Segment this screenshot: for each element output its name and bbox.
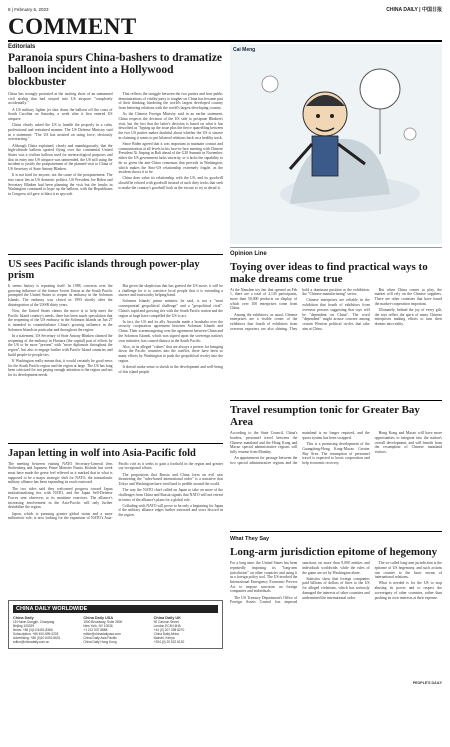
paragraph: But given the skepticism that has greeted the US move, it will be a challenge for it to convince local people that it is extending a sincere and trustworthy helping hand. xyxy=(118,283,223,298)
opinion-2-body xyxy=(230,431,442,527)
divider xyxy=(230,531,442,532)
divider xyxy=(230,247,442,248)
contact-box xyxy=(8,600,223,650)
paragraph: In fact, the US and its ally Australia made a brouhaha over the security cooperation agreement between Solomon Islands and China. Their scaremongering over the agreement between China and the Solomon Islands, which was signed upon the sovereign nation's own initiative, has caused distrust in the South Pacific. xyxy=(118,319,223,343)
divider xyxy=(8,443,223,444)
cartoon-credit: Cai Meng xyxy=(233,47,256,53)
paragraph: The two sides said they welcomed progress toward Japan institutionalizing ties with NATO, and the Japan Self-Defense Forces sent observers to its maritime exercises. The alliance's increasing involvement in the Asia-Pacific will only further destabilize the region. xyxy=(8,486,113,510)
contact-line: +1 212 537 8888 xyxy=(83,627,108,632)
contact-line: London EC4N 6HA xyxy=(153,623,181,628)
page-date: February 6, 2023 xyxy=(14,6,49,12)
paragraph: Japan, which is pursuing greater global status and a more militaristic role, is now looking for the expansion of NATO's Asia-Pacific role as it seeks to gain a foothold in the region and greater say in regional affairs. xyxy=(8,461,223,521)
paragraph: Although China explained, clearly and unambiguously, that the high-altitude balloon spotted flying over the continental United States was a civilian balloon used for meteorological purposes and that its entry into US airspace was unintended, the US still using the incident to justify the postponement of the planned visit to China of US Secretary of State Antony Blinken. xyxy=(8,143,113,172)
paragraph: China has strongly protested at the inciting shots of an unmanned civil airship that had strayed into US airspace "completely accidentally." xyxy=(8,92,113,106)
contact-line: China Daily Hong Kong xyxy=(83,640,117,645)
opinion-3-body xyxy=(230,561,442,679)
contact-line: editor@chinadaily.com.cn xyxy=(13,640,50,645)
contact-line: Subscription: +86 400-699-0203 xyxy=(13,631,59,636)
paragraph: China does value its relationship with the US, and its goodwill should be echoed with goodwill instead of such dirty tricks that seek to make the country's goodwill look as the excuse to try to derail it. xyxy=(118,176,223,190)
contact-line: +44 (0) 207 398 8270 xyxy=(153,627,185,632)
opinion-1-body xyxy=(230,288,442,396)
paragraph: The so-called long-arm jurisdiction is the epitome of US hegemony, and such actions run counter to the basic norms of international relations. xyxy=(374,561,442,580)
opinion-line-label: Opinion Line xyxy=(230,250,267,257)
contact-line: Nairobi, Kenya xyxy=(153,636,175,641)
contact-block xyxy=(13,616,77,645)
contact-box-head: CHINA DAILY WORLDWIDE xyxy=(13,605,218,613)
paragraph: Hong Kong and Macao will have more opportunities to integrate into the nation's overall development, and will benefit from the resumption of Chinese mainland visitors. xyxy=(374,431,442,455)
paragraph: That reflects the struggle between the two parties and how public demonstrations of vitality party is tougher on China has become part of their thinking, hindering the world's largest developed country from bettering relations with the world's largest developing country. xyxy=(118,92,223,111)
contact-line: China Daily Africa xyxy=(153,631,179,636)
contact-line: 90 Cannon Street xyxy=(153,619,179,624)
paragraph: It doesn't make sense to sketch in the development and well-being of this island people. xyxy=(118,365,223,374)
paragraph: Ultimately, behind the joy of every gift, the toys reflect the spirit of many Chinese enterprises making efforts to turn their dreams into reality. xyxy=(374,307,442,326)
contact-line: News: +86 (0)10 6491-8366 xyxy=(13,627,53,632)
paragraph: For a long time, the United States has been repeatedly imposing its "long-arm jurisdiction" on other countries and using it as a foreign policy tool. The US invoked the International Emergency Economic Powers Act to impose sanctions on foreign companies and individuals. xyxy=(230,561,298,594)
paragraph: Solomon Islands' prime minister, he said, is not a "most consequential geopolitical challenge" and a "geopolitical rival". China's rapid and growing ties with the South Pacific nation and the region at large have compelled the US to act. xyxy=(118,299,223,318)
section-title: COMMENT xyxy=(8,14,137,39)
paragraph: Chinese enterprises are reliable in the exhibition that fourth of exhibitors from overseas possess suggesting that toys will be "dependent on China". The word "dependent" might arouse concern among certain Western political circles that take aim at China. xyxy=(302,298,370,331)
editorial-cartoon xyxy=(230,44,442,244)
opinion-3-title: Long-arm jurisdiction epitome of hegemony xyxy=(230,546,438,559)
paragraph: The US Treasury Department's Office of Foreign Assets Control has imposed sanctions on more than 9,000 entities and individuals worldwide, while the rules of the game are set by Washington alone. xyxy=(230,561,370,605)
contact-line: New York, NY 10036 xyxy=(83,623,113,628)
cartoon-illustration xyxy=(230,44,442,244)
paragraph: Since Biden agreed that it was important to maintain contact and communication at all levels in his face-to-face meeting with Chinese President Xi Jinping in Bali ahead of the G20 Summit in November, either the US government lacks sincerity, or it lacks the capability to do so given the anti-China consensus that prevails in Washington, which makes the Sino-US relationship extremely fragile, as the incident shows it to be. xyxy=(118,142,223,175)
paragraph: Also, in its alleged "values" that are always a pretext for bringing down the Pacific countries into the conflict, there have been so many efforts by Washington to push the geopolitical rivalry into the region. xyxy=(118,344,223,363)
contact-line: 1500 Broadway, Suite 2800 xyxy=(83,619,123,624)
paragraph: Statistics show that foreign companies paid billions of dollars of fines to the US for alleged violations, which has seriously damaged the interests of other countries and undermined the international order. xyxy=(302,576,370,600)
contact-line: China Daily Asia Pacific xyxy=(83,636,117,641)
opinion-2-title: Travel resumption tonic for Greater Bay Area xyxy=(230,404,420,429)
left-column xyxy=(8,44,223,649)
contact-title: China Daily xyxy=(13,615,34,620)
paragraph: The way the NATO chief called on Japan to take on more of the challenges from China and Russia signals that NATO will not retreat in terms of the alliance's plans for a global role. xyxy=(118,488,223,502)
paragraph: In a statement, US Secretary of State Antony Blinken claimed the reopening of the embassy in Honiara (the capital) part of efforts by the US to be more "present" with "more diplomats throughout the region", but also to engage further with Pacific Island countries and build people-to-people ties. xyxy=(8,333,113,357)
opinion-1-title: Toying over ideas to find practical ways to make dreams come true xyxy=(230,260,428,285)
paragraph: According to the State Council, China's borders, personnel travel between the Chinese mainland and the Hong Kong and Macao special administrative regions will fully resume from Monday. xyxy=(230,431,298,455)
paragraph: China clearly asked the US to handle the properly in a calm, professional and restrained manner. The US Defense Ministry said in a statement: "The US has insisted on using force, obviously overreacting." xyxy=(8,123,113,142)
contact-title: China Daily UK xyxy=(153,615,181,620)
paragraph: Colluding with NATO will prove to be only a beginning for Japan if the military alliance edges further eastward and sows discord in the region. xyxy=(118,503,223,518)
paragraph: Now, the United States claims the move is to help meet the Pacific Island country's needs, there has been much speculation that the reopening of the US embassy in the Solomon Islands on Jan 27 is intended to counterbalance China's growing influence in the Solomon Islands in particular and throughout the region. xyxy=(8,308,113,332)
editorial-1-title: Paranoia spurs China-bashers to dramatize balloon incident into a Hollywood blockbuster xyxy=(8,52,223,88)
paragraph: The proposition that Russia and China form an evil axis threatening the "rules-based international order" is a narrative that Tokyo and Washington have tried hard to peddle around the world. xyxy=(118,472,223,486)
paragraph: But when China comes to play, the market will rely on the Chinese suppliers. There are other countries that have found the market-cooperation important. xyxy=(374,287,442,306)
page-info: 8 | February 6, 2023 xyxy=(8,6,49,12)
what-they-say-label: What They Say xyxy=(230,536,270,543)
paragraph: An appointment for passage between the two special administrative regions and the mainland is no longer required, and the quota system has been scrapped. xyxy=(230,431,370,466)
contact-title: China Daily USA xyxy=(83,615,114,620)
paragraph: What is needed is for the US to stop abusing its power and to respect the sovereignty of other countries, rather than pushing its own interests at their expense. xyxy=(374,581,442,600)
divider xyxy=(230,400,442,401)
editorial-3-body xyxy=(8,462,223,597)
paragraph: It is not hard for anyone, not the cause of the postponement. The true cause lies in US domestic politics. US President Joe Biden and Secretary Blinken had been planning the visit but the hawks in Washington continued to hype up the balloon, with the Republicans in Congress stil gave to blast it as spycraft. xyxy=(8,173,113,197)
contact-block xyxy=(83,616,147,645)
paragraph: At the Nanzhen toy fair that opened on Feb 1, there are a total of 2,145 participants, more than 50,000 products on display, of which over 100 enterprises come from China. xyxy=(230,287,298,311)
contact-line: Beijing 100029 xyxy=(13,623,35,628)
brand-name: CHINA DAILY xyxy=(386,6,418,13)
contact-line: editor@chinadailyusa.com xyxy=(83,631,121,636)
paragraph: Among the exhibitors, as usual, Chinese enterprises are a visible center of the exhibitors that fourth of exhibitors from overseas exporters are also shining. They hold a dominant position at the exhibition: the "Chinese manufacturing" sector. xyxy=(230,287,370,331)
right-column xyxy=(230,44,442,685)
brand: CHINA DAILY | 中国日报 xyxy=(386,6,442,13)
contact-line: +254 (0) 20 522 6130 xyxy=(153,640,185,645)
paragraph: A US military fighter jet shot down the balloon off the coast of South Carolina on Saturday, a week after it first entered US airspace. xyxy=(8,107,113,122)
contact-blocks xyxy=(13,616,218,645)
opinion-3-byline: PEOPLE'S DAILY xyxy=(412,681,442,686)
contact-line: 15 Huixin Dongjie, Chaoyang xyxy=(13,619,55,624)
paragraph: This is a promising development of the Guangdong-Hong Kong-Macao Greater Bay Area. The resumption of personnel travel is expected to boost cooperation and help economic recovery. xyxy=(302,442,370,466)
paragraph: As the Chinese Foreign Ministry said in an earlier statement, China respects the decision of the US side to postpone Blinken's visit, but the fact that the latter's decision is based on what it has described as "hyping up the issue plus the fierce quarrelling between the two US parties makes doubtful about whether the US is sincere in claiming it wants to put bilateral relations back on a healthy track. xyxy=(118,112,223,140)
editorial-2-title: US sees Pacific islands through power-play prism xyxy=(8,258,200,281)
divider xyxy=(8,254,223,255)
page-number: 8 xyxy=(8,6,11,12)
editorial-2-body xyxy=(8,284,223,439)
paragraph: The meeting between visiting NATO Secretary-General Jens Stoltenberg and Japanese Prime Minister Fumio Kishida last week must have made the geese feel relieved as it marked that in what is supposed to be a major strategic shift for NATO, the transatlantic military alliance has been expanding its reach eastward. xyxy=(8,461,113,485)
editorial-3-title: Japan letting in wolf into Asia-Pacific fold xyxy=(8,447,196,459)
masthead-rule xyxy=(8,40,442,42)
contact-line: Advertising: +86 (0)10 6491-8631 xyxy=(13,636,61,641)
editorial-1-body xyxy=(8,92,223,250)
paragraph: It seems history is repeating itself. In 1988, concerns over the growing influence of the former Soviet Union in the South Pacific prompted the United States to reopen its embassy in the Solomon Islands. The embassy was closed in 1993 shortly after the disintegration of the USSR thirty years. xyxy=(8,283,113,307)
contact-block xyxy=(154,616,218,645)
paragraph: If Washington really means that, it would certainly be good news for the South Pacific region and the region at large. The US has long been criticized for not paying enough attention to the region and not for its development needs. xyxy=(8,358,113,377)
editorials-label: Editorials xyxy=(8,44,36,50)
brand-cn: 中国日报 xyxy=(421,6,442,13)
top-bar xyxy=(8,4,442,14)
